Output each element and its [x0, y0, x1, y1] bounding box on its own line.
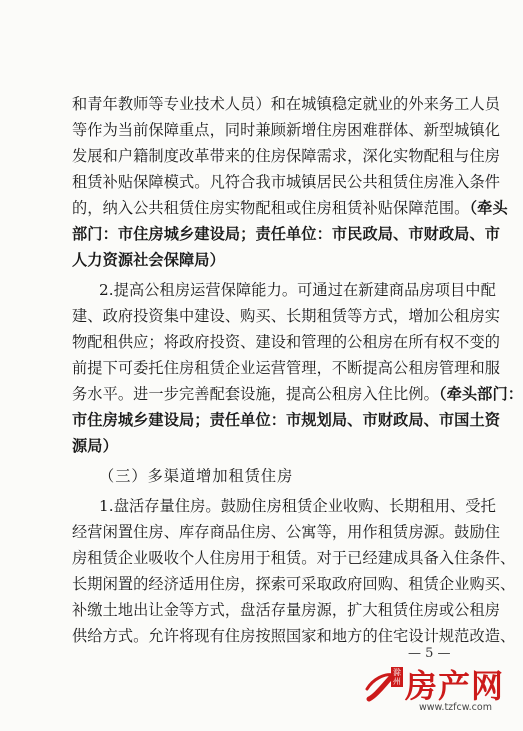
paragraph-line: 经营闲置住房、库存商品住房、公寓等，用作租赁房源。鼓励住 — [72, 523, 501, 541]
paragraph-first-line: 2.提高公租房运营保障能力。可通过在新建商品房项目中配 — [99, 281, 496, 299]
section-heading: （三）多渠道增加租赁住房 — [99, 467, 294, 485]
watermark-url: www.tzfcw.com — [419, 702, 492, 713]
paragraph-line: 房租赁企业吸收个人住房用于租赁。对于已经建成具备入住条件、 — [72, 549, 516, 567]
paragraph-line-mixed — [72, 198, 508, 218]
paragraph-line: 供给方式。允许将现有住房按照国家和地方的住宅设计规范改造、 — [72, 627, 516, 645]
watermark-city: 滁州 — [393, 668, 401, 686]
paragraph-line: 和青年教师等专业技术人员）和在城镇稳定就业的外来务工人员 — [72, 95, 501, 113]
paragraph-text: 务水平。进一步完善配套设施，提高公租房入住比例。 — [72, 385, 439, 403]
responsibility-note-line: 市住房城乡建设局；责任单位：市规划局、市财政局、市国土资 — [72, 411, 501, 429]
responsibility-note: （牵头 — [469, 199, 508, 217]
paragraph-line: 发展和户籍制度改革带来的住房保障需求，深化实物配租与住房 — [72, 147, 501, 165]
responsibility-note-line: 源局） — [72, 437, 118, 455]
paragraph-line: 物配租供应；将政府投资、建设和管理的公租房在所有权不变的 — [72, 333, 501, 351]
paragraph-line-mixed — [72, 384, 523, 404]
paragraph-line: 长期闲置的经济适用住房，探索可采取政府回购、租赁企业购买、 — [72, 575, 516, 593]
watermark-logo — [361, 661, 511, 717]
paragraph-line: 建、政府投资集中建设、购买、长期租赁等方式，增加公租房实 — [72, 307, 501, 325]
paragraph-line: 前提下可委托住房租赁企业运营管理，不断提高公租房管理和服 — [72, 359, 501, 377]
paragraph-line: 补缴土地出让金等方式，盘活存量房源，扩大租赁住房或公租房 — [72, 601, 501, 619]
paragraph-first-line: 1.盘活存量住房。鼓励住房租赁企业收购、长期租用、受托 — [99, 497, 496, 515]
page-number: — 5 — — [408, 646, 451, 661]
responsibility-note: （牵头部门： — [438, 385, 523, 403]
responsibility-note-line: 人力资源社会保障局） — [72, 251, 225, 269]
responsibility-note-line: 部门：市住房城乡建设局；责任单位：市民政局、市财政局、市 — [72, 225, 501, 243]
paragraph-line: 租赁补贴保障模式。凡符合我市城镇居民公共租赁住房准入条件 — [72, 173, 501, 191]
watermark-brand: 房产网 — [405, 667, 505, 705]
paragraph-text: 的，纳入公共租赁住房实物配租或住房租赁补贴保障范围。 — [72, 199, 470, 217]
paragraph-line: 等作为当前保障重点，同时兼顾新增住房困难群体、新型城镇化 — [72, 121, 501, 139]
